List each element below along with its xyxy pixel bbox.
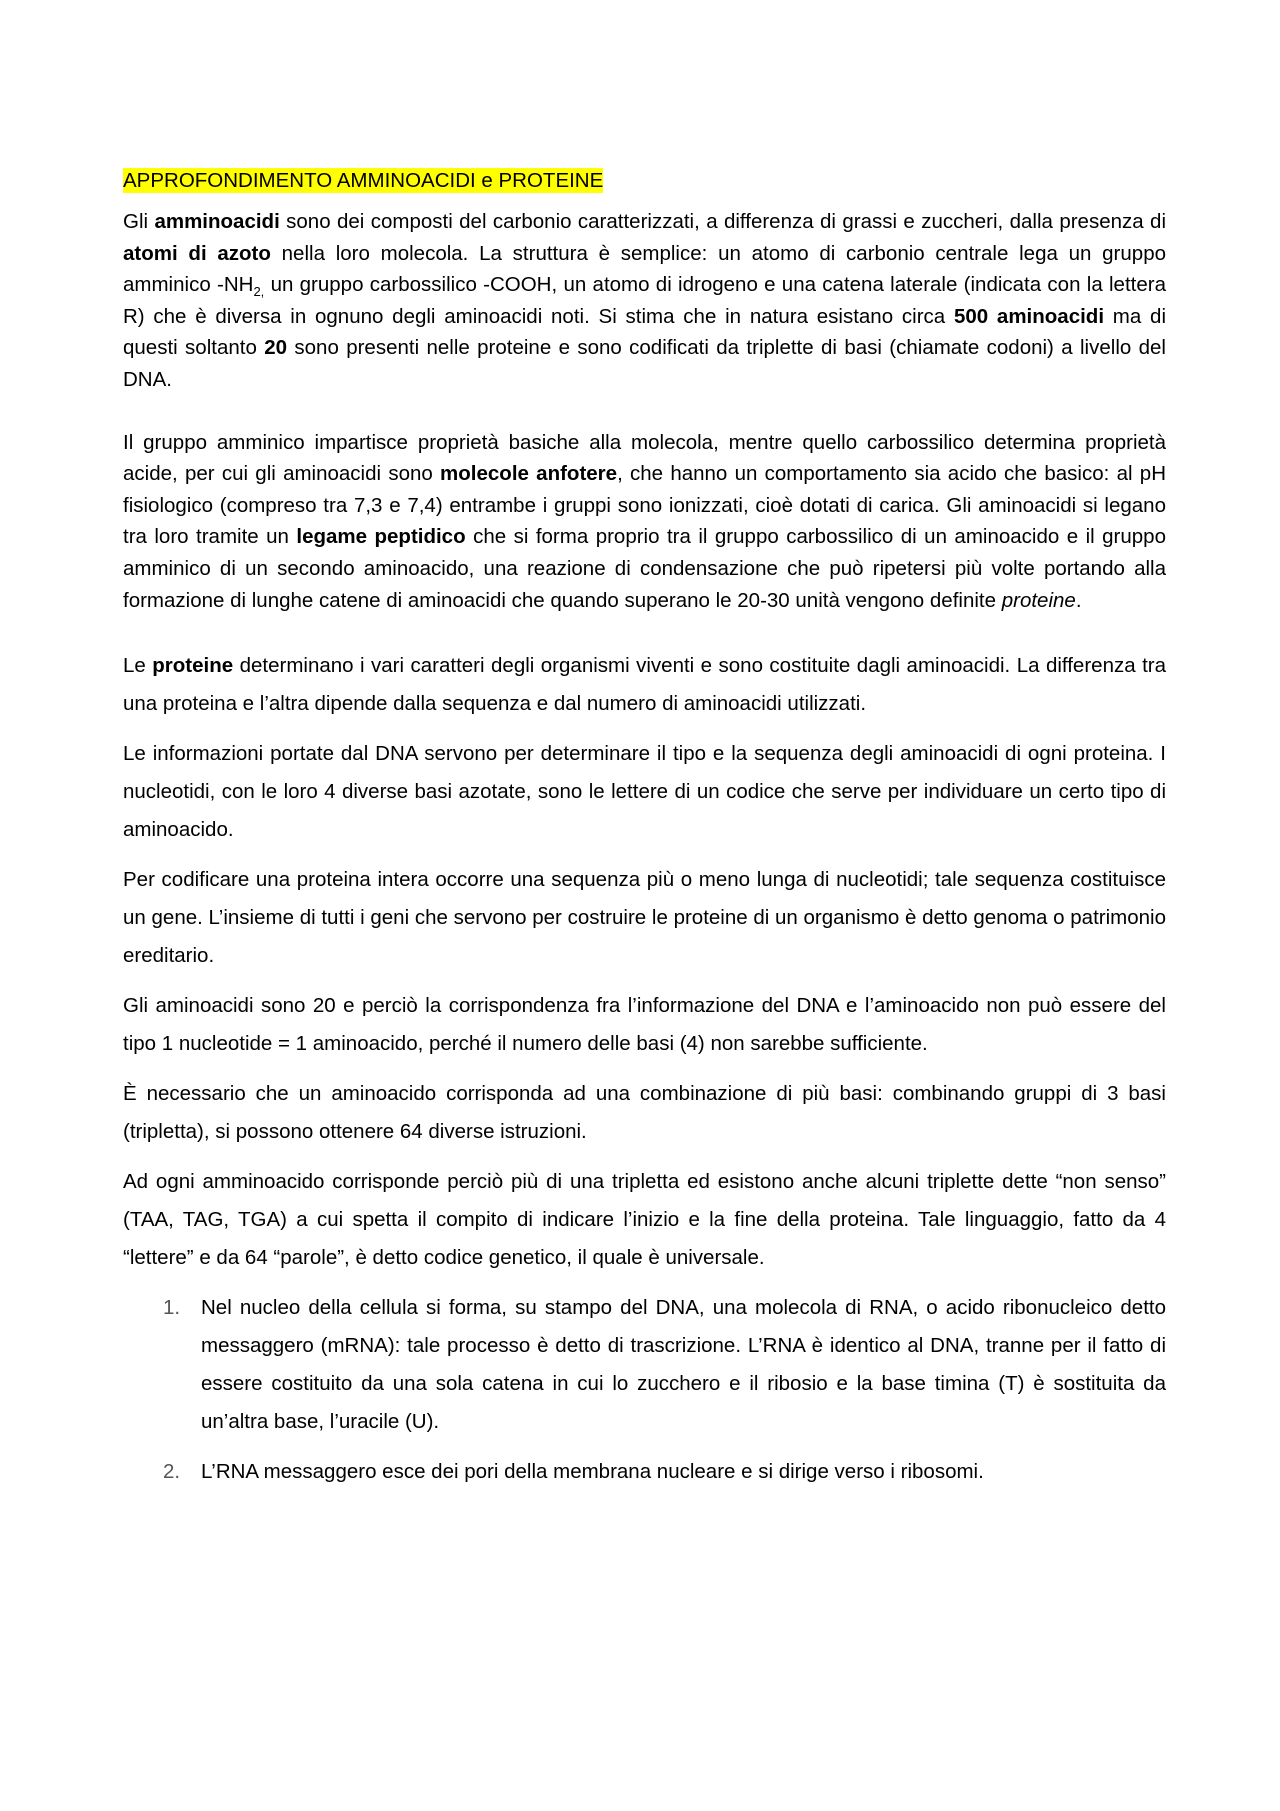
bold-text: 20 <box>264 336 288 360</box>
paragraph-amminoacidi <box>123 206 1166 396</box>
numbered-list <box>123 1289 1166 1491</box>
list-item-text: Nel nucleo della cellula si forma, su stampo del DNA, una molecola di RNA, o acido ribonucleico detto messaggero (mRNA): tale processo è detto di trascrizione. L’RNA è identico al DNA, tranne per il fatto di essere costituito da una sola catena in cui lo zucchero e il ribosio e la base timina (T) è sostituita da un’altra base, l’uracile (U). <box>201 1296 1166 1434</box>
text: Gli <box>123 210 155 233</box>
italic-text: proteine <box>1001 588 1076 612</box>
text: sono presenti nelle proteine e sono codificati da triplette di basi (chiamate codoni) a livello del DNA. <box>123 336 1166 391</box>
bold-text: atomi di azoto <box>123 241 271 265</box>
text: nella loro molecola. La struttura è semplice: un atomo di carbonio centrale lega un gruppo amminico -NH <box>123 241 1166 297</box>
bold-text: molecole anfotere <box>440 462 618 486</box>
paragraph-corrispondenza: Gli aminoacidi sono 20 e perciò la corrispondenza fra l’informazione del DNA e l’aminoacido non può essere del tipo 1 nucleotide = 1 aminoacido, perché il numero delle basi (4) non sarebbe sufficiente. <box>123 994 1166 1056</box>
paragraph-gruppo-amminico <box>123 427 1166 617</box>
text: . <box>1075 588 1082 612</box>
text: Le <box>123 654 153 678</box>
document-page <box>123 168 1166 1503</box>
list-item <box>123 1289 1166 1441</box>
text: ma di questi soltanto <box>123 304 1166 360</box>
paragraph-dna-informazioni: Le informazioni portate dal DNA servono per determinare il tipo e la sequenza degli aminoacidi di ogni proteina. I nucleotidi, con le loro 4 diverse basi azotate, sono le lettere di un codice che serve per individuare un certo tipo di aminoacido. <box>123 742 1166 842</box>
paragraph-gene: Per codificare una proteina intera occorre una sequenza più o meno lunga di nucleotidi; tale sequenza costituisce un gene. L’insieme di tutti i geni che servono per costruire le proteine di un organismo è detto genoma o patrimonio ereditario. <box>123 868 1166 968</box>
bold-text: 500 aminoacidi <box>953 304 1105 328</box>
subscript: 2, <box>253 284 265 300</box>
list-number: 1. <box>163 1296 181 1320</box>
list-item <box>123 1453 1166 1491</box>
text: Il gruppo amminico impartisce proprietà basiche alla molecola, mentre quello carbossilico determina proprietà acide, per cui gli aminoacidi sono <box>123 430 1166 486</box>
paragraph-proteine <box>123 647 1166 723</box>
bold-text: proteine <box>152 654 234 678</box>
text: un gruppo carbossilico -COOH, un atomo di idrogeno e una catena laterale (indicata con la lettera R) che è diversa in ognuno degli aminoacidi noti. Si stima che in natura esistano circa <box>123 273 1166 328</box>
text: sono dei composti del carbonio caratterizzati, a differenza di grassi e zuccheri, dalla presenza di <box>279 210 1167 233</box>
text: che si forma proprio tra il gruppo carbossilico di un aminoacido e il gruppo amminico di un secondo aminoacido, una reazione di condensazione che può ripetersi più volte portando alla formazione di lunghe catene di aminoacidi che quando superano le 20-30 unità vengono definite <box>123 525 1166 612</box>
text: , che hanno un comportamento sia acido che basico: al pH fisiologico (compreso tra 7,3 e 7,4) entrambe i gruppi sono ionizzati, cioè dotati di carica. Gli aminoacidi si legano tra loro tramite un <box>123 462 1166 549</box>
bold-text: legame peptidico <box>296 525 466 549</box>
bold-text: amminoacidi <box>154 210 280 233</box>
text: determinano i vari caratteri degli organismi viventi e sono costituite dagli aminoacidi. La differenza tra una proteina e l’altra dipende dalla sequenza e dal numero di aminoacidi utilizzati. <box>123 654 1166 716</box>
paragraph-tripletta: È necessario che un aminoacido corrisponda ad una combinazione di più basi: combinando gruppi di 3 basi (tripletta), si possono ottenere 64 diverse istruzioni. <box>123 1082 1166 1144</box>
document-title: APPROFONDIMENTO AMMINOACIDI e PROTEINE <box>123 169 604 192</box>
list-item-text: L’RNA messaggero esce dei pori della membrana nucleare e si dirige verso i ribosomi. <box>201 1460 984 1484</box>
paragraph-codice-genetico: Ad ogni amminoacido corrisponde perciò più di una tripletta ed esistono anche alcuni triplette dette “non senso” (TAA, TAG, TGA) a cui spetta il compito di indicare l’inizio e la fine della proteina. Tale linguaggio, fatto da 4 “lettere” e da 64 “parole”, è detto codice genetico, il quale è universale. <box>123 1170 1166 1270</box>
list-number: 2. <box>163 1460 181 1484</box>
